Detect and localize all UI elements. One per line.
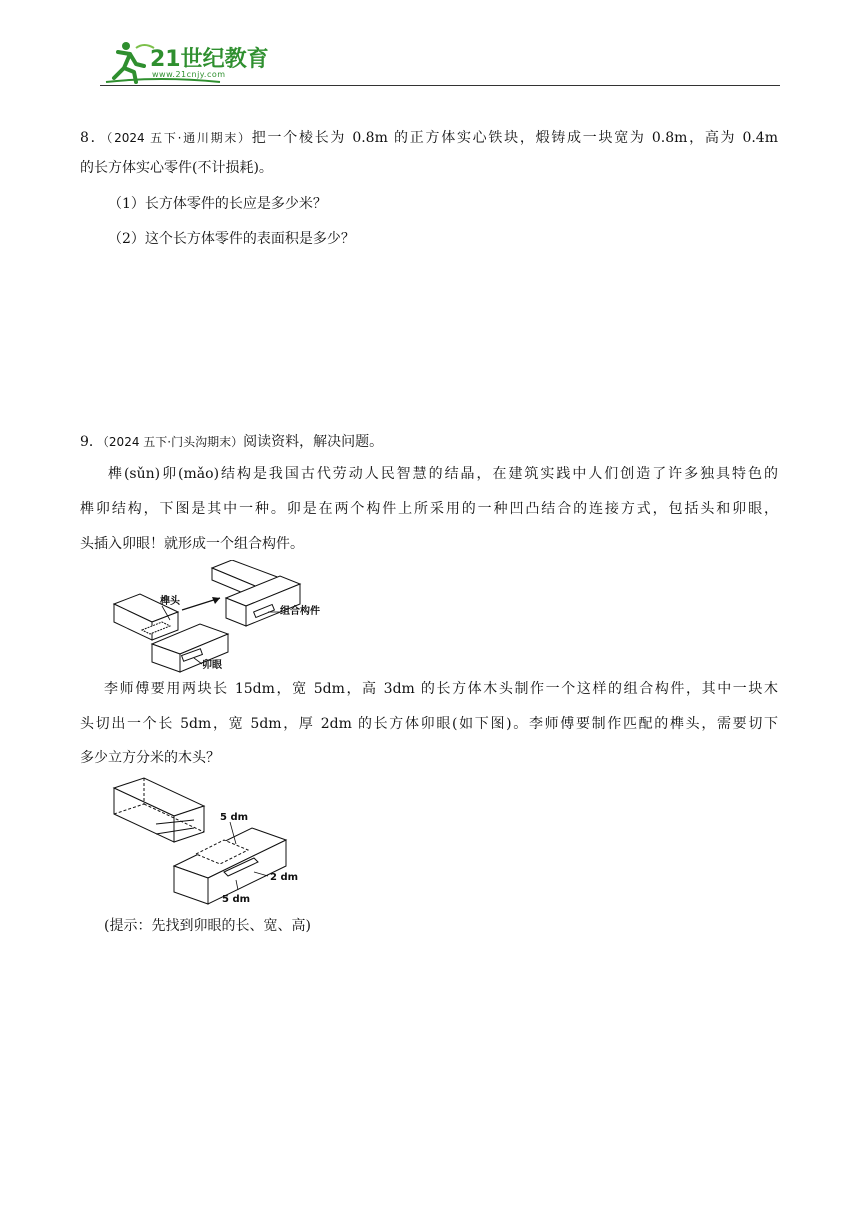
page-header (100, 38, 780, 88)
label-mortise: 卯眼 (202, 660, 222, 671)
q9-para2-line3: 多少立方分米的木头？ (80, 750, 220, 766)
q9-line-intro (80, 432, 383, 452)
q9-intro: 阅读资料，解决问题。 (243, 434, 384, 450)
q8-number: 8． (80, 130, 107, 146)
q8-sub2: （2）这个长方体零件的表面积是多少？ (108, 231, 355, 247)
q9-para2-line1: 李师傅要用两块长 15dm，宽 5dm，高 3dm 的长方体木头制作一个这样的组合构件，其中一块木 (104, 681, 778, 697)
q8-line1 (80, 128, 778, 148)
label-combined: 组合构件 (280, 606, 320, 617)
header-divider (100, 85, 780, 86)
q9-hint: (提示：先找到卯眼的长、宽、高) (104, 918, 311, 934)
label-2dm: 2 dm (270, 872, 299, 883)
q9-source: （2024 五下·门头沟期末） (102, 435, 244, 449)
label-5dm-bottom: 5 dm (222, 894, 251, 905)
logo-text: 21世纪教育 (150, 47, 269, 72)
q9-para2-line2: 头切出一个长 5dm，宽 5dm，厚 2dm 的长方体卯眼(如下图)。李师傅要制作匹配的榫头，需要切下 (80, 716, 778, 732)
q9-para1-line1: 榫(sǔn)卯(mǎo)结构是我国古代劳动人民智慧的结晶，在建筑实践中人们创造了许多独具特色的 (108, 466, 778, 482)
q8-text-line1: 把一个棱长为 0.8m 的正方体实心铁块，煅铸成一块宽为 0.8m，高为 0.4m (251, 130, 778, 146)
q8-text-line2: 的长方体实心零件(不计损耗)。 (80, 160, 273, 176)
logo-url: www.21cnjy.com (152, 70, 226, 79)
label-5dm-top: 5 dm (220, 812, 249, 823)
q8-sub1: （1）长方体零件的长应是多少米？ (108, 196, 327, 212)
dimension-diagram (104, 776, 326, 908)
label-tenon: 榫头 (160, 596, 180, 607)
q9-para1-line2: 榫卯结构，下图是其中一种。卯是在两个构件上所采用的一种凹凸结合的连接方式，包括头和卯眼， (80, 501, 778, 517)
q8-source: （2024 五下·通川期末） (106, 131, 252, 145)
q9-para1-line3: 头插入卯眼！就形成一个组合构件。 (80, 536, 304, 552)
mortise-tenon-diagram (104, 560, 338, 676)
q9-number: 9． (80, 434, 103, 450)
